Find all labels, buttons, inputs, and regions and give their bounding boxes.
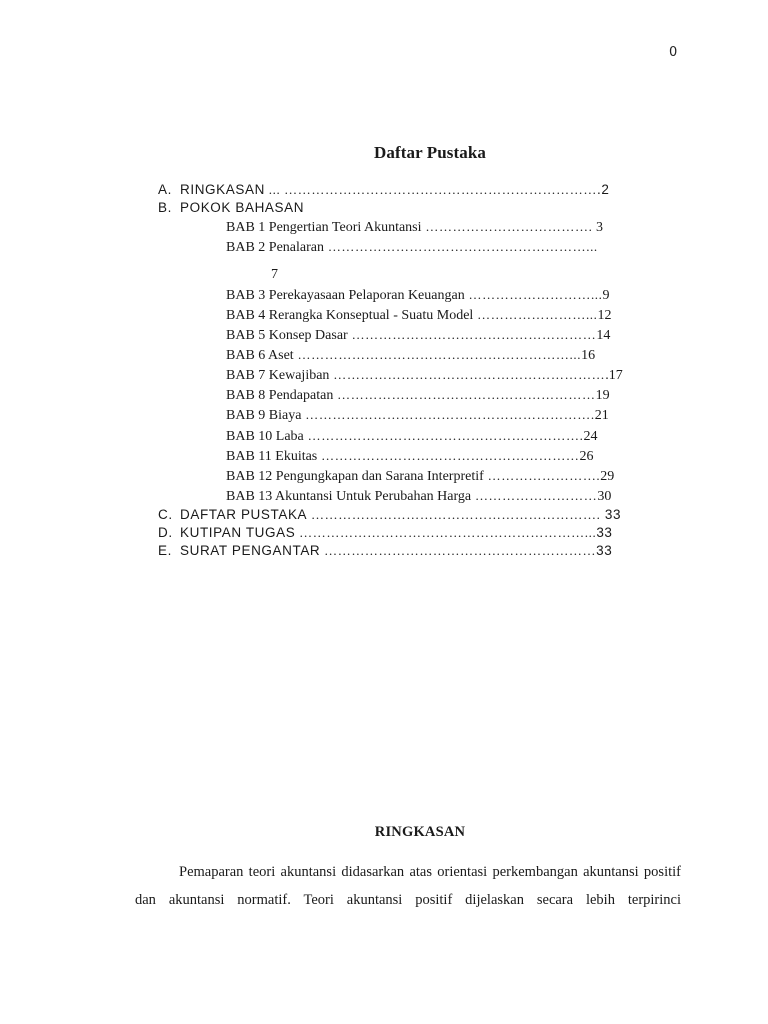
toc-entry-surat-pengantar xyxy=(158,541,658,561)
toc-dot-leader: ……………………. xyxy=(483,468,601,483)
toc-entry-page: 33 xyxy=(600,507,622,522)
toc-entry-bab-1 xyxy=(226,217,648,237)
toc-entry-letter: E. xyxy=(158,543,172,558)
toc-dot-leader: ……………………... xyxy=(473,307,598,322)
toc-dot-leader: ………………………………………………… xyxy=(317,448,580,463)
toc-entry-text: BAB 3 Perekayasaan Pelaporan Keuangan xyxy=(226,288,465,303)
toc-entry-page: 9 xyxy=(602,288,610,303)
toc-entry-bab-4 xyxy=(226,305,648,325)
toc-entry-page: 14 xyxy=(596,328,611,343)
toc-entry-text: BAB 13 Akuntansi Untuk Perubahan Harga xyxy=(226,489,472,504)
toc-entry-bab-9 xyxy=(226,405,656,425)
toc-dot-leader: ... …………………………………………………………… xyxy=(264,182,597,197)
toc-entry-text: BAB 4 Rerangka Konseptual - Suatu Model xyxy=(226,308,474,323)
toc-entry-letter: B. xyxy=(158,200,172,215)
toc-entry-bab-7 xyxy=(226,365,656,385)
toc-entry-text: BAB 6 Aset xyxy=(226,348,294,363)
toc-dot-leader: ………………………………………………… xyxy=(333,387,596,402)
toc-entry-page: 24 xyxy=(583,429,598,444)
toc-dot-leader: ………………………………………………………. xyxy=(301,407,595,422)
summary-paragraph: Pemaparan teori akuntansi didasarkan atas orientasi perkembangan akuntansi positif dan akuntansi normatif. Teori akuntansi positif dijelaskan secara lebih terpirinci xyxy=(135,864,681,908)
toc-entry-pokok-bahasan xyxy=(158,198,648,218)
toc-entry-text: BAB 11 Ekuitas xyxy=(226,449,318,464)
toc-entry-bab-3 xyxy=(226,285,648,305)
toc-dot-leader: ………………………………………………………. xyxy=(307,507,601,522)
toc-entry-text: BAB 9 Biaya xyxy=(226,408,302,423)
toc-dot-leader: ………………………………………………………... xyxy=(295,525,597,540)
toc-entry-page: 26 xyxy=(579,449,594,464)
toc-dot-leader: …………………………………………………... xyxy=(323,239,598,254)
toc-entry-text: BAB 12 Pengungkapan dan Sarana Interpretif xyxy=(226,469,484,484)
toc-entry-page: .2 xyxy=(596,182,610,197)
toc-entry-bab-6 xyxy=(226,345,648,365)
toc-entry-text: BAB 1 Pengertian Teori Akuntansi xyxy=(226,220,422,235)
toc-entry-text: BAB 10 Laba xyxy=(226,429,304,444)
toc-dot-leader: ……………………………………………………. xyxy=(303,428,584,443)
toc-dot-leader: ……………………… xyxy=(471,488,598,503)
toc-entry-text: KUTIPAN TUGAS xyxy=(180,525,296,540)
toc-entry-text: RINGKASAN xyxy=(180,182,265,197)
toc-entry-bab-5 xyxy=(226,325,648,345)
toc-entry-page: 16 xyxy=(581,348,596,363)
toc-dot-leader: ………………………... xyxy=(464,287,603,302)
toc-entry-kutipan-tugas xyxy=(158,523,658,543)
toc-entry-page: 3 xyxy=(592,220,603,235)
toc-dot-leader: …………………………………………………… xyxy=(329,367,606,382)
page-number: 0 xyxy=(669,45,678,60)
toc-entry-bab-2 xyxy=(226,237,648,257)
toc-entry-text: BAB 8 Pendapatan xyxy=(226,388,334,403)
toc-entry-bab-2-page xyxy=(271,265,311,285)
toc-dot-leader: ……………………………………………………... xyxy=(293,347,582,362)
summary-heading: RINGKASAN xyxy=(374,824,466,840)
toc-entry-page: 30 xyxy=(597,489,612,504)
toc-entry-text: BAB 7 Kewajiban xyxy=(226,368,330,383)
toc-dot-leader: …………………………………………………… xyxy=(320,543,597,558)
toc-entry-bab-11 xyxy=(226,446,656,466)
toc-entry-page: 33 xyxy=(596,525,613,540)
toc-entry-page: 21 xyxy=(594,408,609,423)
toc-dot-leader: ………………………………. xyxy=(421,219,593,234)
toc-entry-letter: A. xyxy=(158,182,172,197)
toc-entry-page: 19 xyxy=(595,388,610,403)
toc-entry-bab-10 xyxy=(226,426,656,446)
toc-title: Daftar Pustaka xyxy=(373,143,487,162)
toc-entry-bab-13 xyxy=(226,486,656,506)
toc-entry-ringkasan xyxy=(158,180,648,200)
toc-entry-page: 7 xyxy=(271,267,278,282)
toc-entry-text: BAB 2 Penalaran xyxy=(226,240,324,255)
toc-entry-page: 12 xyxy=(597,308,612,323)
toc-entry-page: .17 xyxy=(605,368,623,383)
toc-entry-text: SURAT PENGANTAR xyxy=(180,543,321,558)
toc-entry-page: 33 xyxy=(596,543,613,558)
toc-entry-text: BAB 5 Konsep Dasar xyxy=(226,328,348,343)
toc-entry-letter: C. xyxy=(158,507,173,522)
toc-dot-leader: ……………………………………………… xyxy=(347,327,597,342)
toc-entry-bab-12 xyxy=(226,466,656,486)
toc-entry-bab-8 xyxy=(226,385,648,405)
toc-entry-text: DAFTAR PUSTAKA xyxy=(180,507,308,522)
toc-entry-page: 29 xyxy=(600,469,615,484)
toc-entry-text: POKOK BAHASAN xyxy=(180,200,305,215)
toc-entry-daftar-pustaka xyxy=(158,505,658,525)
toc-entry-letter: D. xyxy=(158,525,173,540)
